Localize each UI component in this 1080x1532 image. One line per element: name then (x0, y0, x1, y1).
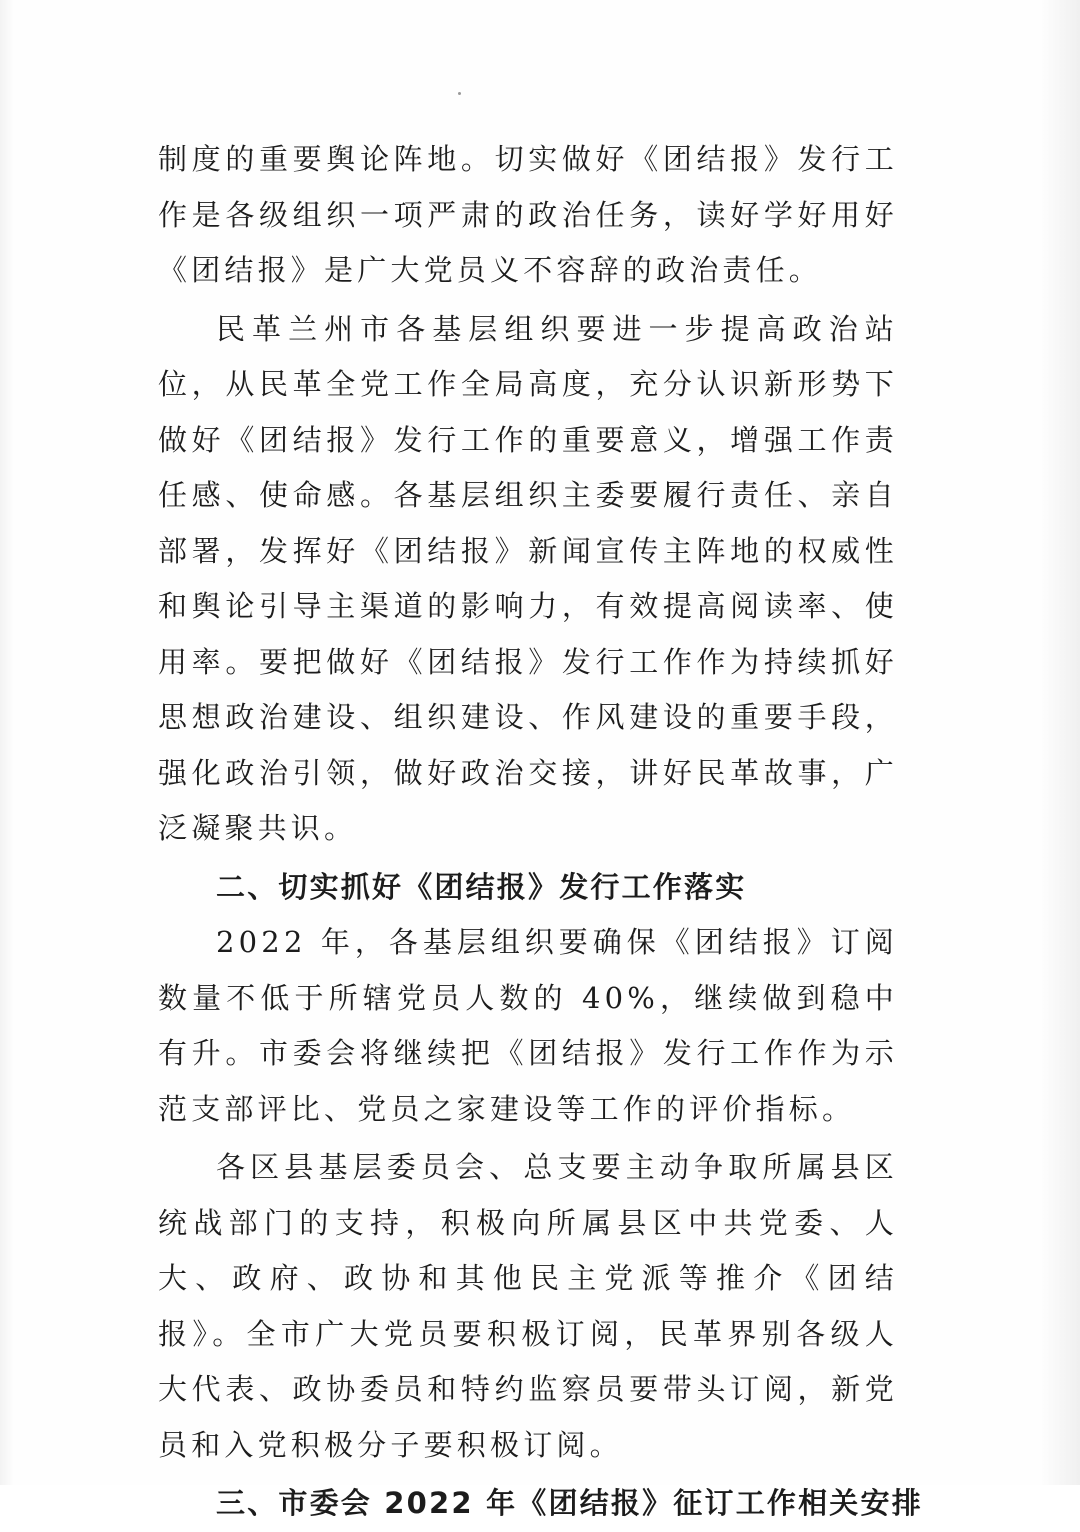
paragraph-political-position: 民革兰州市各基层组织要进一步提高政治站位，从民革全党工作全局高度，充分认识新形势下做好《团结报》发行工作的重要意义，增强工作责任感、使命感。各基层组织主委要履行责任、亲自部署，发挥好《团结报》新闻宣传主阵地的权威性和舆论引导主渠道的影响力，有效提高阅读率、使用率。要把做好《团结报》发行工作作为持续抓好思想政治建设、组织建设、作风建设的重要手段，强化政治引领，做好政治交接，讲好民革故事，广泛凝聚共识。 (158, 311, 898, 845)
paragraph-continuation: 制度的重要舆论阵地。切实做好《团结报》发行工作是各级组织一项严肃的政治任务，读好学好用好《团结报》是广大党员义不容辞的政治责任。 (158, 142, 898, 287)
document-body (158, 132, 923, 1532)
page-left-edge-shadow (0, 0, 14, 1485)
section-heading-3: 三、市委会 2022 年《团结报》征订工作相关安排 (216, 1486, 923, 1520)
paragraph-subscription-target: 2022 年，各基层组织要确保《团结报》订阅数量不低于所辖党员人数的 40%，继续做到稳中有升。市委会将继续把《团结报》发行工作作为示范支部评比、党员之家建设等工作的评价指标。 (158, 925, 898, 1126)
paragraph-promotion: 各区县基层委员会、总支要主动争取所属县区统战部门的支持，积极向所属县区中共党委、人大、政府、政协和其他民主党派等推介《团结报》。全市广大党员要积极订阅，民革界别各级人大代表、政协委员和特约监察员要带头订阅，新党员和入党积极分子要积极订阅。 (158, 1150, 898, 1462)
scan-speck (458, 92, 461, 95)
section-heading-2: 二、切实抓好《团结报》发行工作落实 (216, 869, 747, 904)
page-right-edge-shadow (1040, 0, 1080, 1485)
